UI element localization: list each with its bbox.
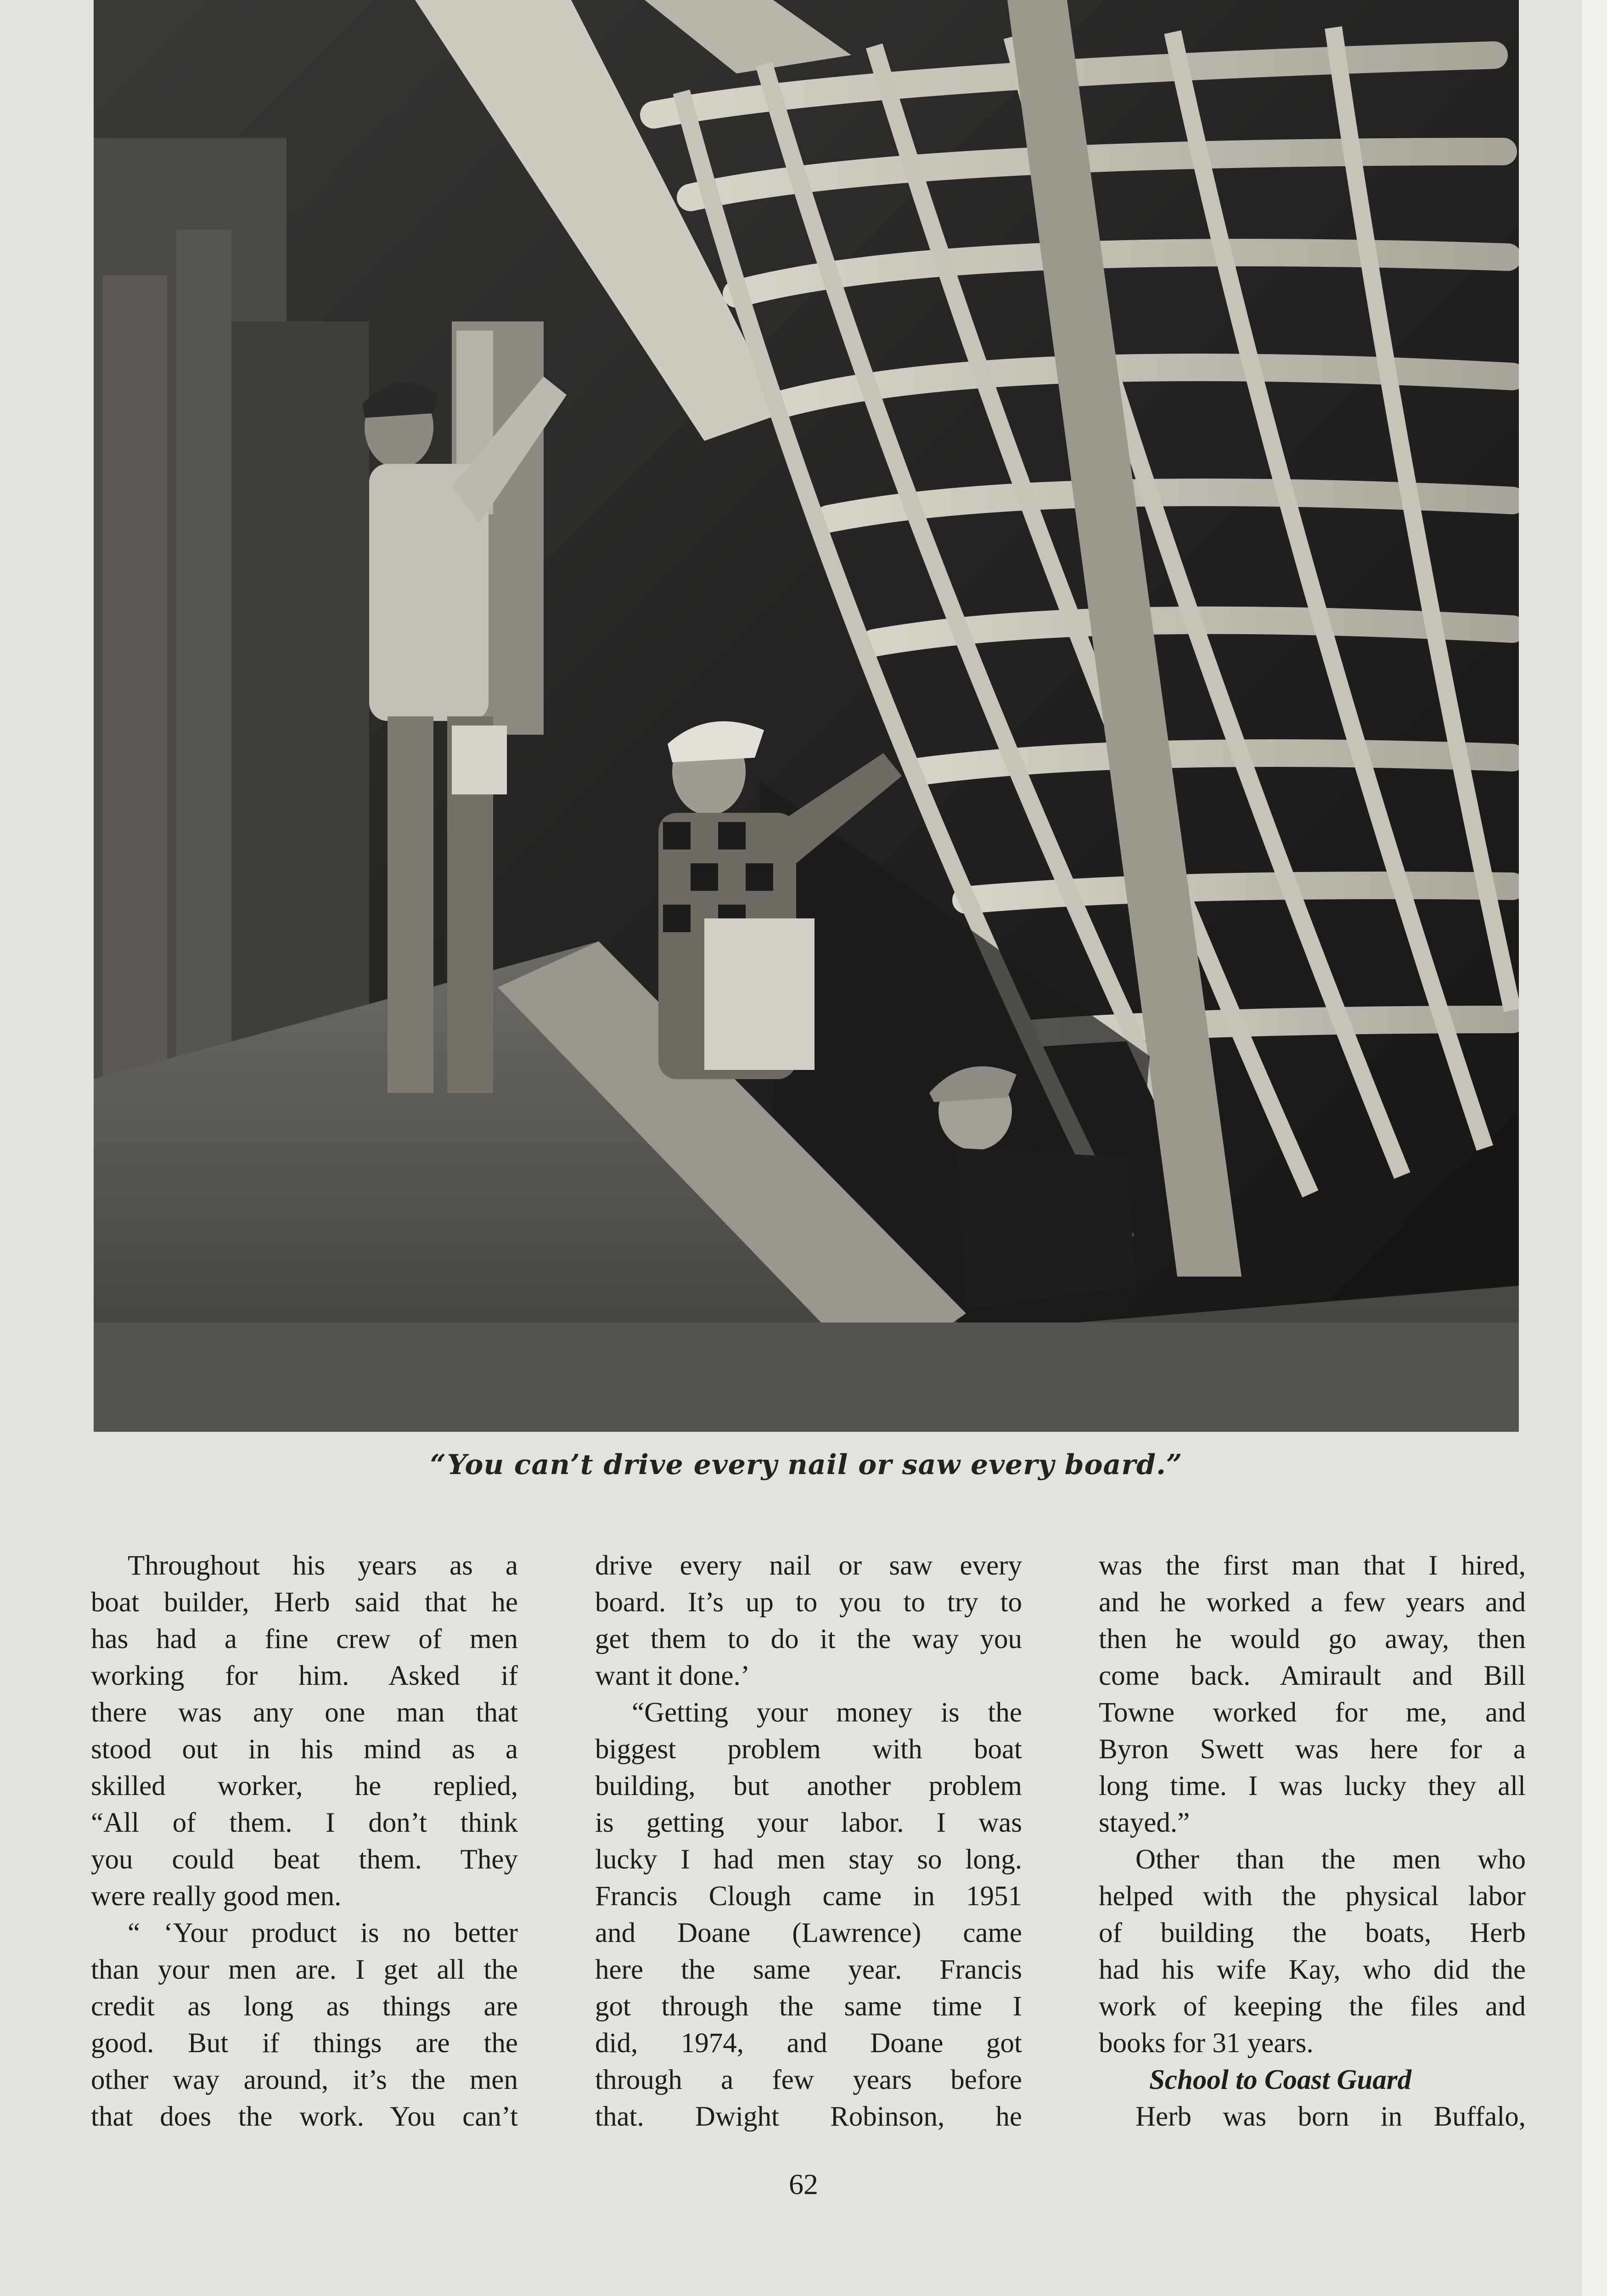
text-line: long time. I was lucky they all — [1099, 1771, 1526, 1801]
text-line: boat builder, Herb said that he — [91, 1587, 518, 1618]
text-line: come back. Amirault and Bill — [1099, 1660, 1526, 1691]
text-line: there was any one man that — [91, 1697, 518, 1728]
text-line: stayed.” — [1099, 1807, 1190, 1838]
text-line: then he would go away, then — [1099, 1624, 1526, 1654]
text-line: Herb was born in Buffalo, — [1135, 2101, 1526, 2132]
text-line: “ ‘Your product is no better — [128, 1918, 518, 1948]
text-line: was the first man that I hired, — [1099, 1550, 1526, 1581]
text-line: Francis Clough came in 1951 — [595, 1881, 1022, 1912]
text-line: that. Dwight Robinson, he — [595, 2101, 1022, 2132]
text-line: get them to do it the way you — [595, 1624, 1022, 1654]
text-line: than your men are. I get all the — [91, 1954, 518, 1985]
page-number: 62 — [789, 2168, 818, 2200]
text-line: board. It’s up to you to try to — [595, 1587, 1022, 1618]
text-line: helped with the physical labor — [1099, 1881, 1526, 1912]
text-line: has had a fine crew of men — [91, 1624, 518, 1654]
text-line: you could beat them. They — [91, 1844, 518, 1875]
text-column-1 — [91, 1548, 518, 2135]
text-line: that does the work. You can’t — [91, 2101, 518, 2132]
text-line: of building the boats, Herb — [1099, 1918, 1526, 1948]
text-line: Towne worked for me, and — [1099, 1697, 1526, 1728]
text-line: got through the same time I — [595, 1991, 1022, 2022]
text-line: “Getting your money is the — [632, 1697, 1022, 1728]
text-line: Other than the men who — [1135, 1844, 1526, 1875]
text-line: lucky I had men stay so long. — [595, 1844, 1022, 1875]
text-column-3 — [1099, 1548, 1526, 2135]
text-line: biggest problem with boat — [595, 1734, 1022, 1765]
text-line: is getting your labor. I was — [595, 1807, 1022, 1838]
text-column-2 — [595, 1548, 1022, 2135]
boat-hull-construction-photo — [94, 0, 1519, 1432]
text-line: drive every nail or saw every — [595, 1550, 1022, 1581]
text-line: and Doane (Lawrence) came — [595, 1918, 1022, 1948]
text-line: building, but another problem — [595, 1771, 1022, 1801]
text-line: through a few years before — [595, 2065, 1022, 2095]
text-line: want it done.’ — [595, 1660, 750, 1691]
text-line: were really good men. — [91, 1881, 342, 1912]
text-line: “All of them. I don’t think — [91, 1807, 518, 1838]
text-line: here the same year. Francis — [595, 1954, 1022, 1985]
photo-illustration — [94, 0, 1519, 1432]
text-line: had his wife Kay, who did the — [1099, 1954, 1526, 1985]
text-line: skilled worker, he replied, — [91, 1771, 518, 1801]
section-heading: School to Coast Guard — [1149, 2065, 1412, 2095]
text-line: books for 31 years. — [1099, 2028, 1314, 2059]
text-line: and he worked a few years and — [1099, 1587, 1526, 1618]
text-line: credit as long as things are — [91, 1991, 518, 2022]
text-line: other way around, it’s the men — [91, 2065, 518, 2095]
text-line: work of keeping the files and — [1099, 1991, 1526, 2022]
text-line: stood out in his mind as a — [91, 1734, 518, 1765]
page-edge — [1582, 0, 1607, 2296]
text-line: working for him. Asked if — [91, 1660, 518, 1691]
text-line: good. But if things are the — [91, 2028, 518, 2059]
text-line: Byron Swett was here for a — [1099, 1734, 1526, 1765]
text-line: did, 1974, and Doane got — [595, 2028, 1022, 2059]
photo-caption: “You can’t drive every nail or saw every board.” — [430, 1449, 1183, 1481]
text-line: Throughout his years as a — [128, 1550, 518, 1581]
